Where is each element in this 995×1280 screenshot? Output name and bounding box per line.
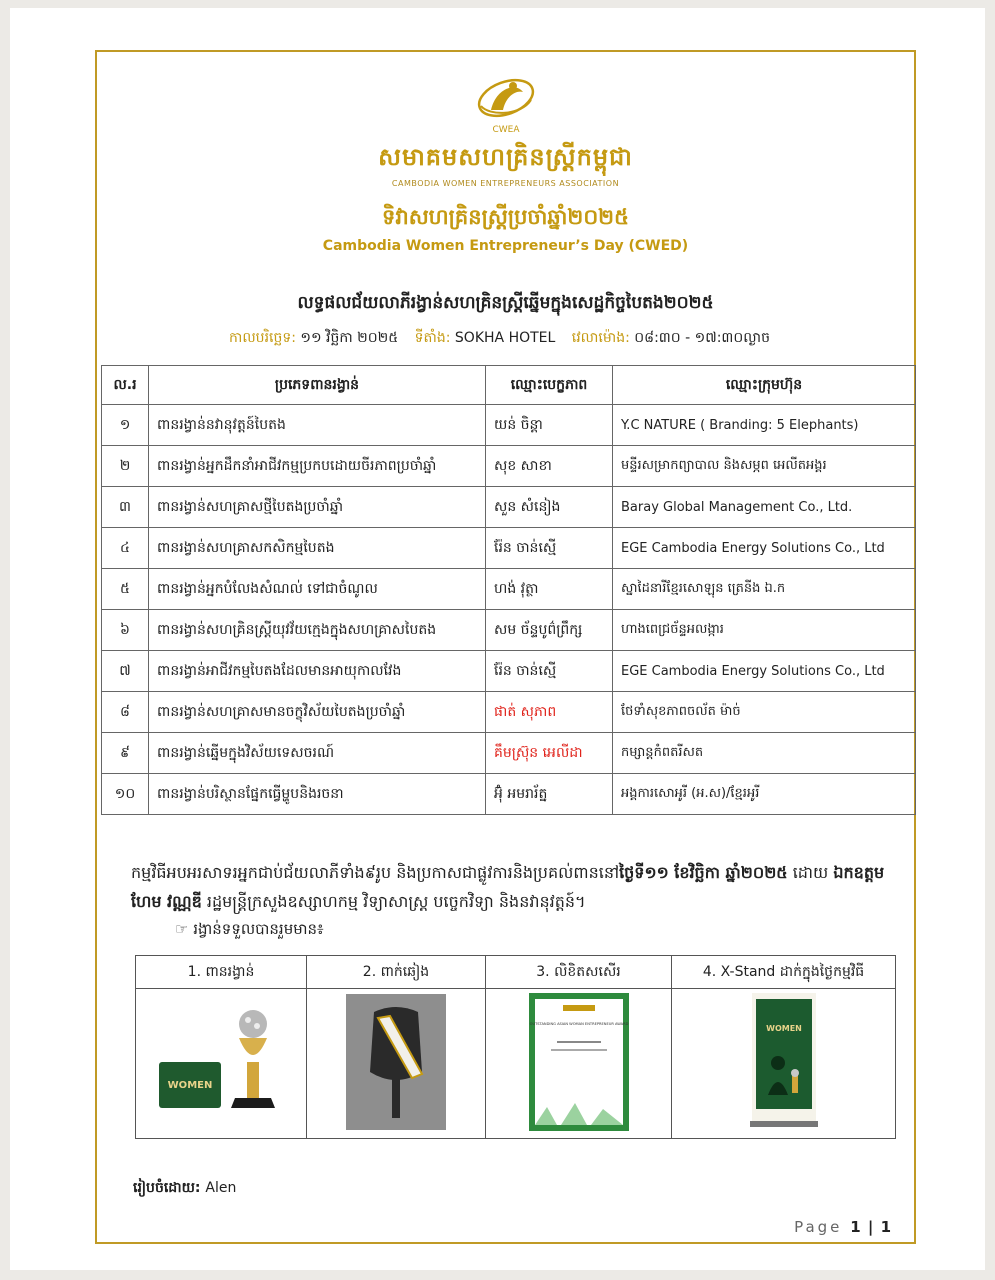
- prizes-header-row: [136, 956, 896, 989]
- row-candidate: រ៉ែន ចាន់ស្មើ: [486, 651, 613, 692]
- prize-header-sash: 2. ពាក់ឆៀង: [307, 956, 486, 989]
- row-award: ពានរង្វាន់នវានុវត្តន៍បៃតង: [149, 405, 486, 446]
- trophy-cell: [136, 989, 307, 1139]
- table-row: [102, 446, 916, 487]
- date-label: កាលបរិច្ឆេទ:: [229, 330, 296, 346]
- xstand-image: [744, 991, 824, 1133]
- row-candidate: សុខ សាខា: [486, 446, 613, 487]
- sash-image: [344, 992, 448, 1132]
- table-row: [102, 774, 916, 815]
- row-award: ពានរង្វាន់សហគ្រាសថ្មីបៃតងប្រចាំឆ្នាំ: [149, 487, 486, 528]
- logo-text: CWEA: [491, 125, 520, 135]
- paragraph-date: ថ្ងៃទី១១ ខែវិច្ឆិកា ឆ្នាំ២០២៥: [619, 863, 788, 882]
- pointing-hand-icon: ☞: [175, 920, 189, 938]
- trophy-plaque-text: WOMEN: [167, 1079, 213, 1091]
- row-no: ៦: [102, 610, 149, 651]
- row-award: ពានរង្វាន់អ្នកដឹកនាំអាជីវកម្មប្រកបដោយចីរភាពប្រចាំឆ្នាំ: [149, 446, 486, 487]
- prize-header-certificate: 3. លិខិតសសើរ: [486, 956, 672, 989]
- row-candidate: ហង់ វុត្ថា: [486, 569, 613, 610]
- page-label: Page: [794, 1218, 843, 1236]
- certificate-cell: [486, 989, 672, 1139]
- row-candidate: រ៉ែន ចាន់ស្មើ: [486, 528, 613, 569]
- org-name-english: CAMBODIA WOMEN ENTREPRENEURS ASSOCIATION: [391, 179, 620, 188]
- row-no: ៥: [102, 569, 149, 610]
- paragraph-text: ដោយ: [787, 863, 834, 882]
- row-award: ពានរង្វាន់អាជីវកម្មបៃតងដែលមានអាយុកាលវែង: [149, 651, 486, 692]
- winners-table: [101, 365, 916, 815]
- ceremony-paragraph: [131, 858, 901, 916]
- event-name-english: Cambodia Women Entrepreneur’s Day (CWED): [322, 238, 689, 254]
- row-company: ស្នាដៃនារីខ្មែរសោឡុន ត្រេនីង ឯ.ក: [613, 569, 916, 610]
- page-number: [794, 1218, 892, 1236]
- row-no: ១: [102, 405, 149, 446]
- row-company: មន្ទីរសម្រាកព្យាបាល និងសម្ភព អេលីតអង្គរ: [613, 446, 916, 487]
- row-no: ៣: [102, 487, 149, 528]
- table-row: [102, 651, 916, 692]
- row-no: ៧: [102, 651, 149, 692]
- table-row: [102, 692, 916, 733]
- row-candidate: សួន សំនៀង: [486, 487, 613, 528]
- row-company: EGE Cambodia Energy Solutions Co., Ltd: [613, 651, 916, 692]
- col-header-no: ល.រ: [102, 366, 149, 405]
- org-name-khmer: សមាគមសហគ្រិនស្ត្រីកម្ពុជា: [378, 143, 633, 171]
- sash-cell: [307, 989, 486, 1139]
- row-award: ពានរង្វាន់សហគ្រាសកសិកម្មបៃតង: [149, 528, 486, 569]
- table-row: [102, 405, 916, 446]
- prepared-by: [133, 1178, 236, 1199]
- row-candidate: ផាត់ សុភាព: [486, 692, 613, 733]
- col-header-candidate: ឈ្មោះបេក្ខភាព: [486, 366, 613, 405]
- prizes-intro-text: រង្វាន់ទទួលបានរួមមាន៖: [193, 920, 324, 938]
- col-header-award: ប្រភេទពានរង្វាន់: [149, 366, 486, 405]
- event-meta: [97, 328, 914, 349]
- certificate-image: [527, 991, 631, 1133]
- row-no: ១០: [102, 774, 149, 815]
- time-label: វេលាម៉ោង:: [571, 330, 630, 346]
- row-award: ពានរង្វាន់សហគ្រិនស្ត្រីយុវវ័យក្មេងក្នុងសហគ្រាសបៃតង: [149, 610, 486, 651]
- table-row: [102, 610, 916, 651]
- paragraph-text: រដ្ឋមន្ត្រីក្រសួងឧស្សាហកម្ម វិទ្យាសាស្ត្រ បច្ចេកវិទ្យា និងនវានុវត្តន៍។: [201, 892, 586, 911]
- table-row: [102, 569, 916, 610]
- prepared-by-label: រៀបចំដោយ:: [133, 1180, 201, 1196]
- paragraph-guest: ឯកឧត្តម ហែម វណ្ណឌី: [131, 863, 885, 911]
- row-candidate: យន់ ចិន្តា: [486, 405, 613, 446]
- paragraph-text: កម្មវិធីអបអរសាទរអ្នកជាប់ជ័យលាភីទាំង៩រូប និងប្រកាសជាផ្លូវការនិងប្រគល់ពាននៅ: [131, 863, 620, 882]
- row-candidate: អ៊ុំ អមរារ័ត្ន: [486, 774, 613, 815]
- row-no: ២: [102, 446, 149, 487]
- row-company: កម្សាន្តកំពតរីសត: [613, 733, 916, 774]
- venue-value: SOKHA HOTEL: [454, 330, 556, 346]
- page-value: 1 | 1: [850, 1218, 892, 1236]
- prizes-intro: [175, 920, 324, 942]
- table-row: [102, 487, 916, 528]
- row-company: ហាងពេជ្រច័ន្ទអលង្ការ: [613, 610, 916, 651]
- xstand-cell: [672, 989, 896, 1139]
- row-company: Baray Global Management Co., Ltd.: [613, 487, 916, 528]
- row-no: ៤: [102, 528, 149, 569]
- prize-header-xstand: 4. X-Stand ដាក់ក្នុងថ្ងៃកម្មវិធី: [672, 956, 896, 989]
- row-no: ៨: [102, 692, 149, 733]
- trophy-image: [151, 1002, 291, 1122]
- prepared-by-value: Alen: [205, 1180, 237, 1196]
- date-value: ១១ វិច្ឆិកា ២០២៥: [300, 330, 399, 346]
- row-candidate: សម ច័ន្ទបូព៌ព្រឹក្ស: [486, 610, 613, 651]
- document-sheet: [10, 8, 985, 1270]
- certificate-text: OUTSTANDING ASIAN WOMAN ENTREPRENEUR AWARD: [529, 1021, 628, 1026]
- xstand-text: WOMEN: [765, 1023, 802, 1033]
- page-frame: [95, 50, 916, 1244]
- row-award: ពានរង្វាន់ឆ្នើមក្នុងវិស័យទេសចរណ៍: [149, 733, 486, 774]
- col-header-company: ឈ្មោះក្រុមហ៊ុន: [613, 366, 916, 405]
- table-row: [102, 528, 916, 569]
- row-company: Y.C NATURE ( Branding: 5 Elephants): [613, 405, 916, 446]
- row-candidate: គឹមស្រ៊ុន អេលីដា: [486, 733, 613, 774]
- row-award: ពានរង្វាន់បរិស្ថានផ្នែកធ្វើម្ហូបនិងរចនា: [149, 774, 486, 815]
- row-company: EGE Cambodia Energy Solutions Co., Ltd: [613, 528, 916, 569]
- row-no: ៩: [102, 733, 149, 774]
- prizes-image-row: [136, 989, 896, 1139]
- row-company: អង្គការសោអូរី (អ.ស)/ខ្មែរអូរី: [613, 774, 916, 815]
- row-award: ពានរង្វាន់អ្នកបំលែងសំណល់ ទៅជាចំណូល: [149, 569, 486, 610]
- page-title: លទ្ធផលជ័យលាភីរង្វាន់សហគ្រិនស្ត្រីឆ្នើមក្នុងសេដ្ឋកិច្ចបៃតង២០២៥: [297, 293, 714, 313]
- row-company: ថែទាំសុខភាពចល័ត ម៉ាច់: [613, 692, 916, 733]
- cwea-logo-icon: [461, 70, 551, 140]
- table-row: [102, 733, 916, 774]
- header: [97, 70, 914, 188]
- prizes-table: [135, 955, 896, 1139]
- table-header-row: [102, 366, 916, 405]
- row-award: ពានរង្វាន់សហគ្រាសមានចក្ខុវិស័យបៃតងប្រចាំឆ្នាំ: [149, 692, 486, 733]
- prize-header-trophy: 1. ពានរង្វាន់: [136, 956, 307, 989]
- event-name-khmer: ទិវាសហគ្រិនស្ត្រីប្រចាំឆ្នាំ២០២៥: [382, 205, 629, 229]
- time-value: ០៨:៣០ - ១៧:៣០ល្ងាច: [634, 330, 770, 346]
- venue-label: ទីតាំង:: [414, 330, 451, 346]
